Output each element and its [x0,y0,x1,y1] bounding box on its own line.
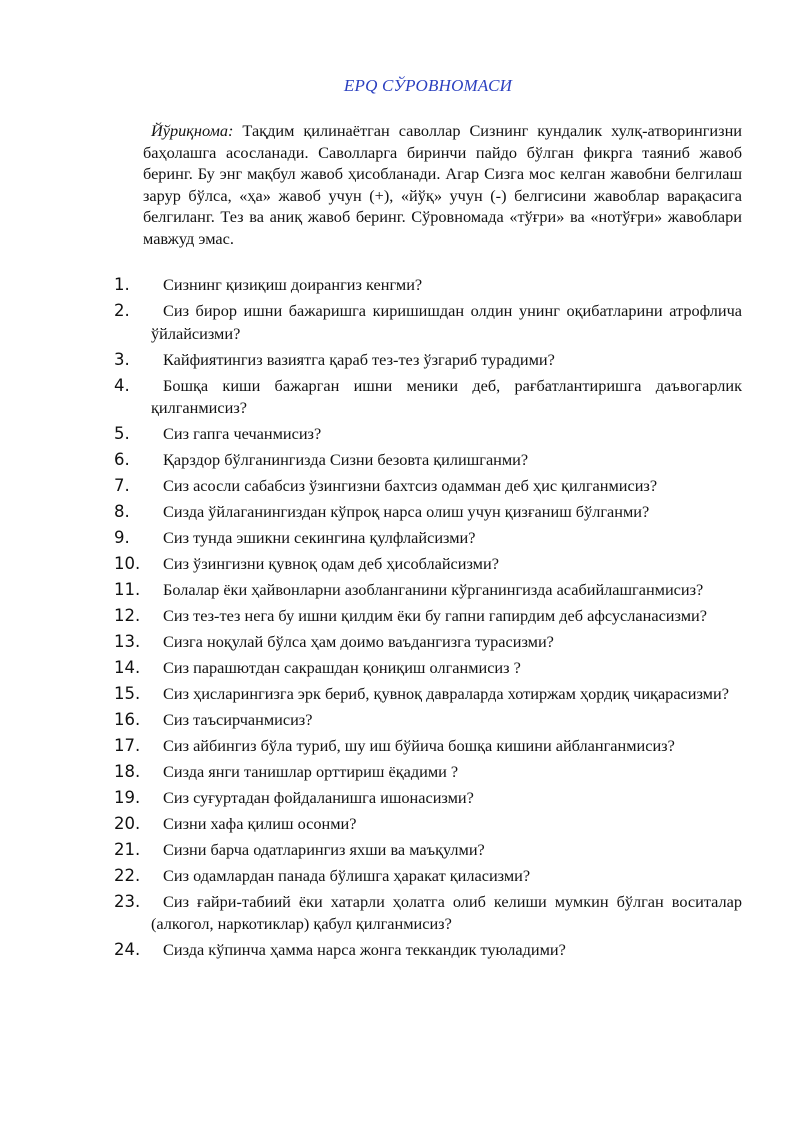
question-text: Сиз одамлардан панада бўлишга ҳаракат қиласизми? [163,865,531,885]
question-item [114,423,742,446]
question-number: 8. [114,502,130,522]
question-item [114,787,742,810]
question-number: 13. [114,632,141,651]
question-item [114,709,742,732]
question-list [114,274,742,965]
instructions-text: Тақдим қилинаётган саволлар Сизнинг кундалик хулқ-атворингизни баҳолашга асосланади. Саволларга биринчи пайдо бўлган фикрга таяниб жавоб беринг. Бу энг мақбул жавоб ҳисобланади. Агар Сизга мос келган жавобни белгилаш зарур бўлса, «ҳа» жавоб учун (+), «йўқ» учун (-) белгисини жавоблар варақасига белгиланг. Тез ва аниқ жавоб беринг. Сўровномада «тўғри» ва «нотўғри» жавоблари мавжуд эмас. [143,121,742,248]
question-number: 16. [114,709,141,729]
question-item [114,683,742,706]
question-item [114,527,742,550]
question-text: Сиз ғайри-табиий ёки хатарли ҳолатга олиб келиши мумкин бўлган воситалар (алкогол, наркотиклар) қабул қилганмисиз? [151,891,742,934]
question-number: 2. [114,300,130,320]
question-number: 1. [114,275,130,294]
question-number: 21. [114,839,141,859]
question-text: Болалар ёки ҳайвонларни азобланганини кўрганингизда асабийлашганмисиз? [163,580,704,600]
question-item [114,839,742,862]
question-text: Қарздор бўлганингизда Сизни безовта қилишганми? [163,450,529,470]
question-item [114,475,742,498]
question-item [114,865,742,888]
question-item [114,579,742,602]
question-text: Бошқа киши бажарган ишни меники деб, рағбатлантиришга даъвогарлик қилганмисиз? [151,375,742,418]
question-number: 4. [114,375,130,395]
document-title: EPQ СЎРОВНОМАСИ [343,76,513,95]
question-text: Сизни хафа қилиш осонми? [163,813,357,833]
question-item [114,891,742,936]
question-item [114,449,742,472]
question-item [114,657,742,680]
question-text: Сизда янги танишлар орттириш ёқадими ? [163,761,459,781]
question-text: Сиз тунда эшикни секингина қулфлайсизми? [163,528,476,548]
question-text: Сиз асосли сабабсиз ўзингизни бахтсиз одамман деб ҳис қилганмисиз? [163,476,658,496]
question-number: 12. [114,606,141,626]
question-item [114,939,742,962]
question-number: 11. [114,580,141,600]
question-text: Сиз суғуртадан фойдаланишга ишонасизми? [163,787,474,807]
question-text: Сизнинг қизиқиш доирангиз кенгми? [163,275,423,294]
question-text: Сиз айбингиз бўла туриб, шу иш бўйича бошқа кишини айблaнганмисиз? [163,735,675,755]
question-text: Сизда кўпинча ҳамма нарса жонга теккандик туюладими? [163,940,566,960]
question-number: 20. [114,813,141,833]
question-text: Сиз таъсирчанмисиз? [163,709,313,729]
question-item [114,735,742,758]
question-item [114,349,742,372]
question-text: Сиз парашютдан сакрашдан қониқиш олганмисиз ? [163,657,521,677]
question-text: Сиз бирор ишни бажаришга киришишдан олдин унинг оқибатларини атрофлича ўйлайсизми? [151,300,742,343]
question-number: 3. [114,349,130,369]
question-number: 19. [114,787,141,807]
question-text: Кайфиятингиз вазиятга қараб тез-тез ўзгариб турадими? [163,349,555,369]
question-item [114,501,742,524]
question-number: 7. [114,476,130,496]
question-number: 6. [114,450,130,470]
question-number: 18. [114,761,141,781]
question-text: Сизда ўйлаганингиздан кўпроқ нарса олиш учун қизғаниш бўлганми? [163,502,650,522]
question-number: 17. [114,735,141,755]
question-text: Сизга ноқулай бўлса ҳам доимо ваъдангизга турасизми? [163,632,554,651]
question-item [114,813,742,836]
question-item [114,300,742,345]
question-number: 23. [114,891,141,911]
question-number: 5. [114,424,130,444]
instructions-lead: Йўриқнома: [151,121,234,140]
question-number: 15. [114,683,141,703]
question-text: Сиз гапга чечанмисиз? [163,424,322,444]
question-number: 22. [114,865,141,885]
question-text: Сиз ҳисларингизга эрк бериб, қувноқ давраларда хотиржам ҳордиқ чиқарасизми? [163,683,729,703]
question-text: Сиз ўзингизни қувноқ одам деб ҳисоблайсизми? [163,554,499,574]
question-item [114,605,742,628]
question-item [114,274,742,297]
question-number: 9. [114,528,130,548]
question-number: 14. [114,657,141,677]
question-item [114,553,742,576]
question-item [114,761,742,784]
question-text: Сиз тез-тез нега бу ишни қилдим ёки бу гапни гапирдим деб афсусланасизми? [163,606,707,626]
question-text: Сизни барча одатларингиз яхши ва маъқулми? [163,839,485,859]
question-number: 10. [114,554,141,574]
instructions-paragraph [143,120,742,250]
question-number: 24. [114,940,141,960]
question-item [114,375,742,420]
question-item [114,631,742,654]
